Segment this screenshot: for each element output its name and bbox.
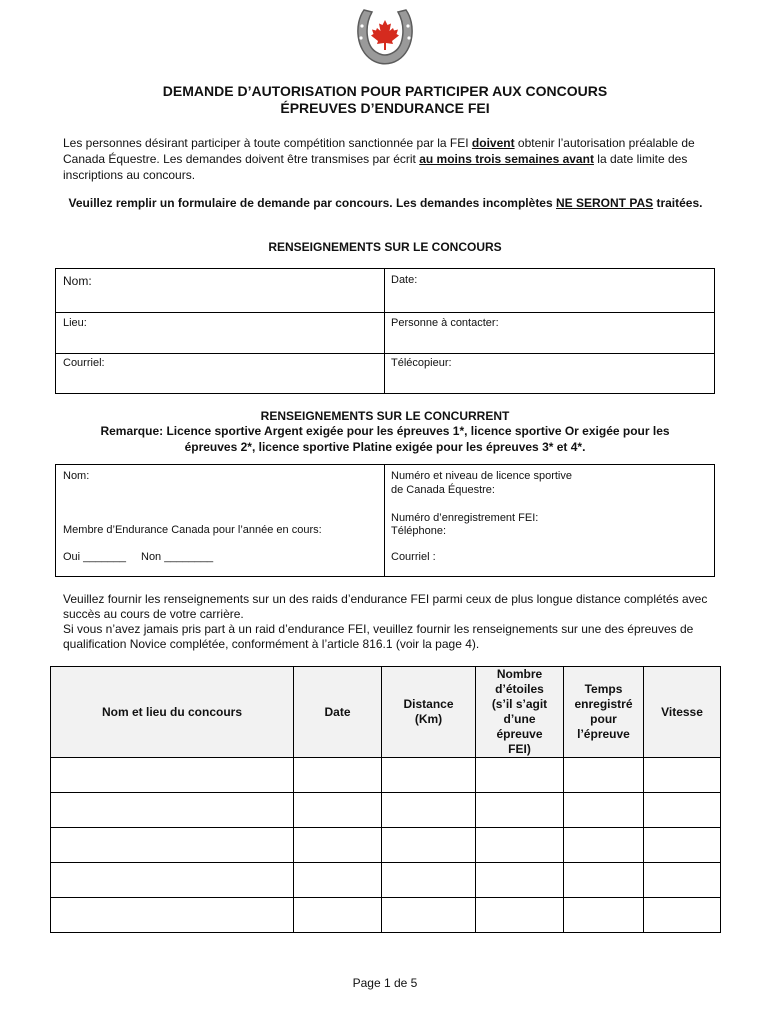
table-row — [51, 758, 721, 793]
table-cell[interactable] — [476, 758, 564, 793]
table-cell[interactable] — [382, 863, 476, 898]
competitor-email-field[interactable]: Courriel : — [391, 551, 436, 563]
competitor-section-heading: RENSEIGNEMENTS SUR LE CONCURRENT — [260, 409, 510, 423]
table-cell[interactable] — [476, 898, 564, 933]
table-header-row — [51, 667, 721, 758]
page-number: Page 1 de 5 — [352, 976, 418, 990]
competition-location-field[interactable]: Lieu: — [63, 317, 87, 329]
competition-section-heading: RENSEIGNEMENTS SUR LE CONCOURS — [268, 240, 502, 254]
table-cell[interactable] — [476, 828, 564, 863]
column-header-distance: Distance (Km) — [382, 667, 476, 758]
incomplete-notice: Veuillez remplir un formulaire de demande par concours. Les demandes incomplètes NE SERONT PAS traitées. — [68, 196, 703, 210]
table-row — [51, 828, 721, 863]
contact-person-field[interactable]: Personne à contacter: — [391, 317, 499, 329]
table-cell[interactable] — [294, 863, 382, 898]
competition-email-field[interactable]: Courriel: — [63, 357, 105, 369]
competition-info-box — [55, 268, 715, 394]
member-no-field[interactable]: Non ________ — [141, 551, 214, 563]
endurance-history-table — [50, 666, 721, 933]
horseshoe-maple-leaf-icon — [352, 6, 418, 68]
column-header-stars: Nombre d’étoiles (s’il s’agit d’une épreuve FEI) — [476, 667, 564, 758]
table-cell[interactable] — [51, 863, 294, 898]
emphasis-ne-seront-pas: NE SERONT PAS — [556, 196, 654, 210]
column-header-speed: Vitesse — [644, 667, 721, 758]
emphasis-doivent: doivent — [471, 136, 515, 150]
table-cell[interactable] — [644, 793, 721, 828]
table-cell[interactable] — [564, 793, 644, 828]
table-cell[interactable] — [476, 863, 564, 898]
table-row — [51, 793, 721, 828]
competitor-name-field[interactable]: Nom: — [63, 470, 90, 482]
column-header-competition: Nom et lieu du concours — [51, 667, 294, 758]
fei-registration-field[interactable]: Numéro d’enregistrement FEI: — [391, 512, 539, 524]
table-cell[interactable] — [382, 758, 476, 793]
column-header-date: Date — [294, 667, 382, 758]
table-cell[interactable] — [294, 898, 382, 933]
table-cell[interactable] — [51, 758, 294, 793]
competition-name-field[interactable]: Nom: — [63, 274, 92, 288]
table-cell[interactable] — [644, 758, 721, 793]
table-cell[interactable] — [294, 758, 382, 793]
table-cell[interactable] — [564, 828, 644, 863]
table-cell[interactable] — [294, 828, 382, 863]
licence-remark: Remarque: Licence sportive Argent exigée pour les épreuves 1*, licence sportive Or exigée pour les épreuves 2*, licence sportive Platine exigée pour les épreuves 3* et 4*. — [100, 424, 670, 454]
table-cell[interactable] — [476, 793, 564, 828]
table-cell[interactable] — [51, 828, 294, 863]
table-row — [51, 863, 721, 898]
table-cell[interactable] — [564, 863, 644, 898]
table-row — [51, 898, 721, 933]
column-header-time: Temps enregistré pour l’épreuve — [564, 667, 644, 758]
table-cell[interactable] — [294, 793, 382, 828]
competition-date-field[interactable]: Date: — [391, 274, 418, 286]
table-cell[interactable] — [51, 793, 294, 828]
table-cell[interactable] — [51, 898, 294, 933]
table-cell[interactable] — [382, 898, 476, 933]
table-cell[interactable] — [564, 758, 644, 793]
table-cell[interactable] — [382, 793, 476, 828]
document-title: DEMANDE D’AUTORISATION POUR PARTICIPER AUX CONCOURS — [162, 83, 608, 99]
table-cell[interactable] — [564, 898, 644, 933]
member-yes-field[interactable]: Oui _______ — [63, 551, 126, 563]
table-cell[interactable] — [644, 898, 721, 933]
telephone-field[interactable]: Téléphone: — [391, 525, 447, 537]
licence-number-field[interactable]: Numéro et niveau de licence sportive de Canada Équestre: — [391, 470, 572, 496]
instructions-paragraph: Veuillez fournir les renseignements sur un des raids d’endurance FEI parmi ceux de plus longue distance complétés avec succès au cours de votre carrière. Si vous n’avez jamais pris part à un raid d’endurance FEI, veuillez fournir les renseignements sur une des épreuves de qualification Novice complétée, conformément à l’article 816.1 (voir la page 4). — [63, 592, 708, 651]
table-cell[interactable] — [382, 828, 476, 863]
endurance-canada-member-label: Membre d’Endurance Canada pour l’année en cours: — [63, 524, 322, 536]
competitor-info-box — [55, 464, 715, 577]
competition-fax-field[interactable]: Télécopieur: — [391, 357, 452, 369]
table-cell[interactable] — [644, 828, 721, 863]
intro-paragraph: Les personnes désirant participer à toute compétition sanctionnée par la FEI doivent obtenir l’autorisation préalable de Canada Équestre. Les demandes doivent être transmises par écrit au moins trois semaines avant la date limite des inscriptions au concours. — [63, 136, 695, 182]
document-subtitle: ÉPREUVES D’ENDURANCE FEI — [280, 100, 490, 116]
table-cell[interactable] — [644, 863, 721, 898]
emphasis-deadline: au moins trois semaines avant — [419, 152, 594, 166]
